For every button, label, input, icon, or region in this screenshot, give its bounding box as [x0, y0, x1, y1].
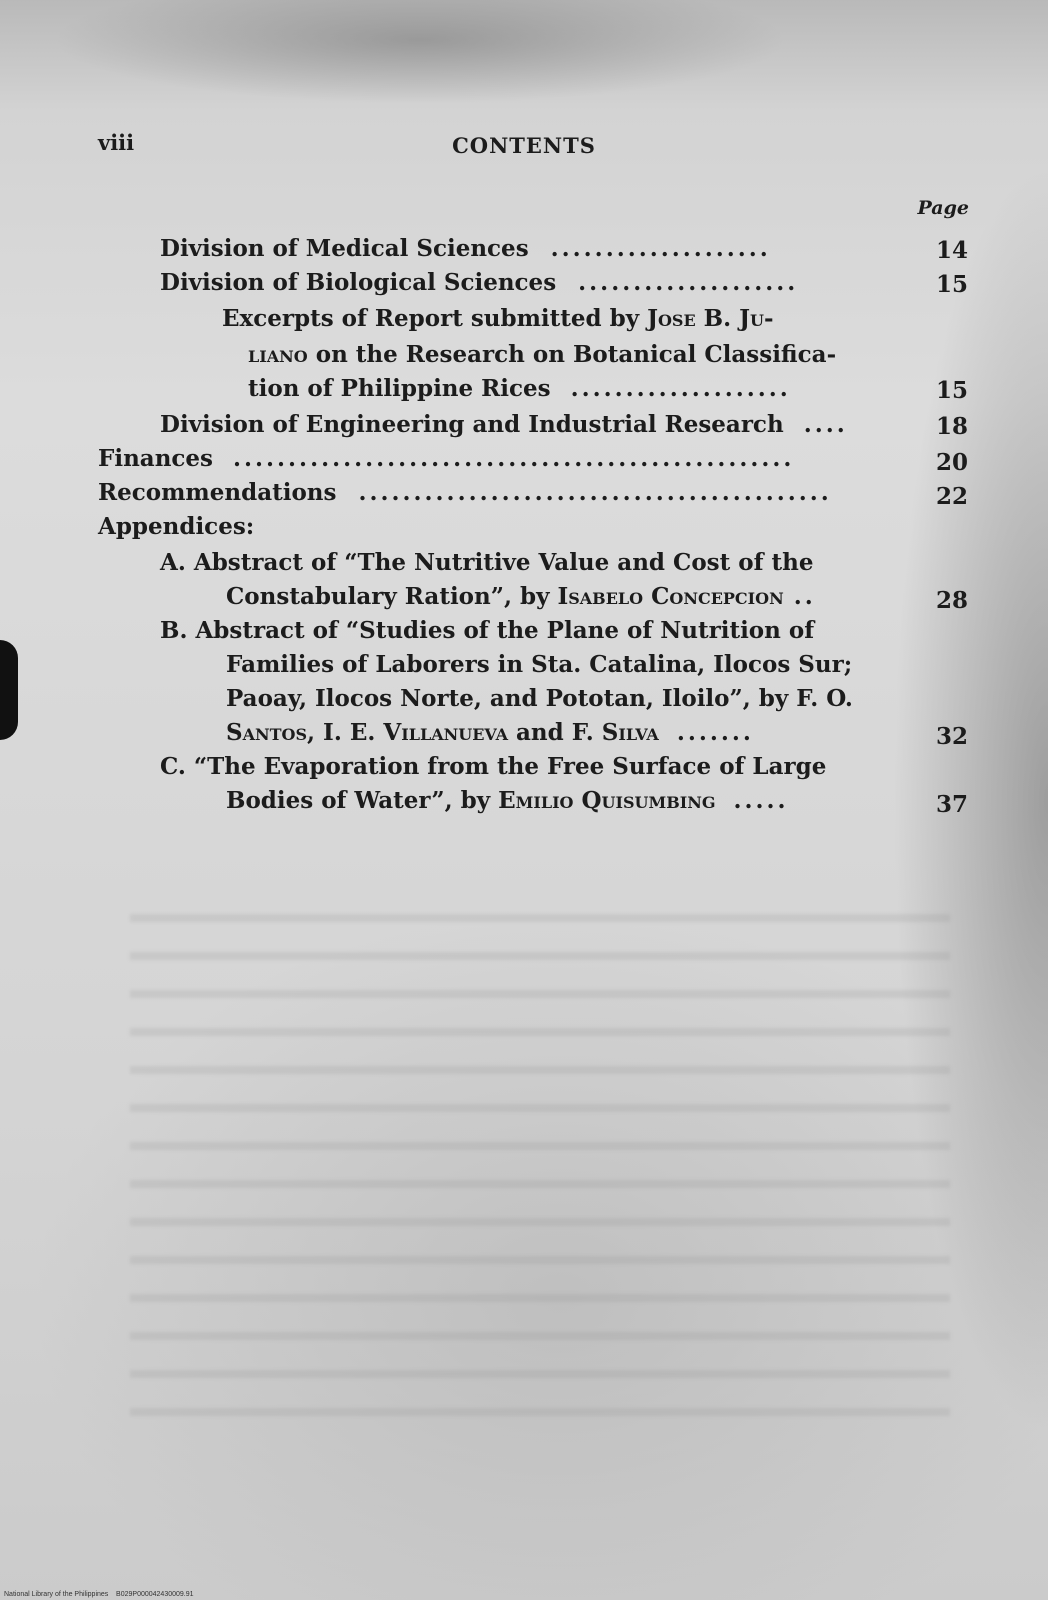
toc-page-number: 22	[935, 483, 968, 510]
author-name: Silva	[601, 719, 659, 746]
toc-appendix-c-line2	[226, 784, 804, 818]
toc-page-number: 15	[935, 271, 968, 298]
dot-leader: ....................	[550, 235, 771, 262]
toc-appendix-a-line2	[226, 580, 816, 614]
toc-appendix-c-line1: C. “The Evaporation from the Free Surface of Large	[160, 753, 827, 780]
dot-leader: ....	[803, 411, 848, 438]
toc-appendix-b-line4	[226, 716, 773, 750]
toc-entry-title: Division of Medical Sciences	[160, 235, 529, 262]
toc-entry-finances	[98, 442, 883, 476]
toc-text: Bodies of Water”, by	[226, 787, 499, 814]
binding-shadow	[0, 640, 18, 740]
toc-page-number: 18	[935, 413, 968, 440]
toc-entry-excerpts-line1	[222, 302, 774, 336]
running-head: CONTENTS	[452, 133, 596, 158]
page-folio: viii	[98, 130, 135, 155]
toc-entry-engineering	[160, 408, 872, 442]
dot-leader: ..	[793, 583, 816, 610]
toc-text: on the Research on Botanical Classifica-	[307, 341, 837, 368]
dot-leader: ...........................................	[358, 479, 832, 506]
toc-text: and F.	[507, 719, 602, 746]
toc-entry-excerpts-line2	[248, 338, 836, 372]
toc-entry-title: Finances	[98, 445, 213, 472]
dot-leader: .......	[676, 719, 754, 746]
toc-entry-title: tion of Philippine Rices	[248, 375, 551, 402]
toc-text: Constabulary Ration”, by	[226, 583, 558, 610]
author-name: Santos, I. E. Villanueva	[226, 719, 508, 746]
scan-credit: National Library of the Philippines B029P000042430009.91	[4, 1591, 194, 1598]
toc-page-number: 14	[935, 237, 968, 264]
dot-leader: .....	[733, 787, 789, 814]
toc-page-number: 20	[935, 449, 968, 476]
toc-text: Excerpts of Report submitted by	[222, 305, 648, 332]
toc-appendix-b-line3: Paoay, Ilocos Norte, and Pototan, Iloilo”, by F. O.	[226, 685, 853, 712]
toc-entry-title: Recommendations	[98, 479, 337, 506]
toc-appendix-b-line2: Families of Laborers in Sta. Catalina, Ilocos Sur;	[226, 651, 853, 678]
author-name: Emilio Quisumbing	[498, 787, 716, 814]
toc-page-number: 28	[935, 587, 968, 614]
toc-appendix-b-line1: B. Abstract of “Studies of the Plane of Nutrition of	[160, 617, 815, 644]
toc-page-number: 32	[935, 723, 968, 750]
dot-leader: ....................	[578, 269, 799, 296]
toc-entry-title: Division of Engineering and Industrial Research	[160, 411, 784, 438]
toc-entry-recommendations	[98, 476, 899, 510]
dot-leader: ...................................................	[233, 445, 795, 472]
toc-page-number: 15	[935, 377, 968, 404]
author-name: Isabelo Concepcion	[557, 583, 784, 610]
toc-entry-biological	[160, 266, 870, 300]
toc-entry-title: Division of Biological Sciences	[160, 269, 557, 296]
toc-appendices-heading: Appendices:	[98, 513, 255, 540]
page-column-label: Page	[917, 197, 969, 219]
bleed-through-texture	[130, 900, 950, 1420]
author-name: liano	[248, 341, 308, 368]
toc-appendix-a-line1: A. Abstract of “The Nutritive Value and Cost of the	[160, 549, 814, 576]
toc-page-number: 37	[935, 791, 968, 818]
dot-leader: ....................	[570, 375, 791, 402]
author-name: Jose B. Ju-	[647, 305, 774, 332]
toc-entry-excerpts-line3	[248, 372, 871, 406]
toc-entry-medical	[160, 232, 851, 266]
